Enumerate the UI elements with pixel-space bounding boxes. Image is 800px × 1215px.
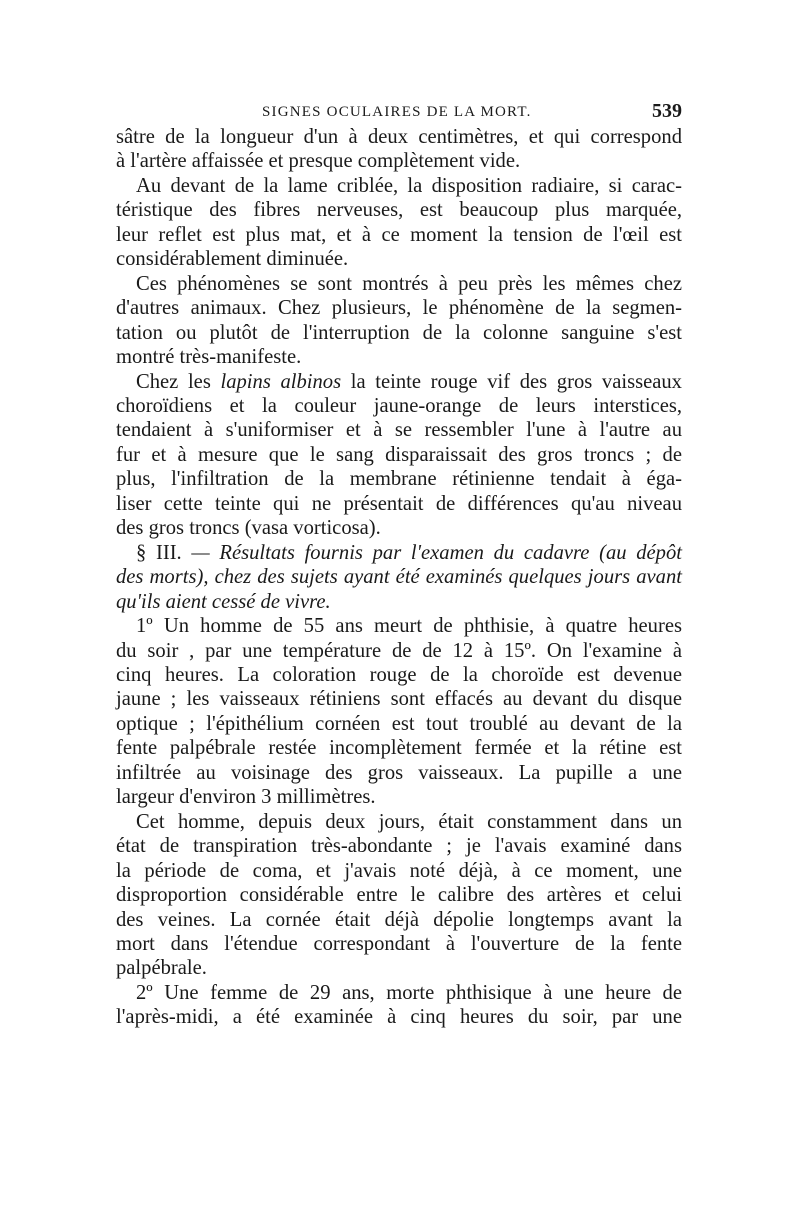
text-line: sâtre de la longueur d'un à deux centimètres, et qui correspond (116, 126, 682, 148)
text-line: optique ; l'épithélium cornéen est tout troublé au devant de la (116, 712, 682, 735)
text-line: Ces phénomènes se sont montrés à peu près les mêmes chez (136, 272, 682, 295)
paragraph (116, 272, 682, 370)
text-line: cinq heures. La coloration rouge de la choroïde est devenue (116, 663, 682, 686)
text-line: à l'artère affaissée et presque complètement vide. (116, 150, 521, 173)
text-line: fur et à mesure que le sang disparaissait des gros troncs ; de (116, 443, 682, 466)
text-line (116, 541, 682, 565)
text-line: disproportion considérable entre le calibre des artères et celui (116, 884, 682, 907)
text-line: des veines. La cornée était déjà dépolie longtemps avant la (116, 908, 682, 931)
text-line: qu'ils aient cessé de vivre. (116, 590, 331, 613)
text-line: l'après-midi, a été examinée à cinq heures du soir, par une (116, 1006, 682, 1029)
paragraph (116, 981, 682, 1030)
text-line: Chez les lapins albinos la teinte rouge vif des gros vaisseaux (136, 370, 682, 393)
text-line: leur reflet est plus mat, et à ce moment la tension de l'œil est (116, 223, 682, 246)
text-line: montré très-manifeste. (116, 346, 302, 369)
text-line: liser cette teinte qui ne présentait de différences qu'au niveau (116, 492, 682, 515)
text-line: la période de coma, et j'avais noté déjà, à ce moment, une (116, 859, 682, 882)
page-header (116, 100, 682, 126)
text-line: fente palpébrale restée incomplètement fermée et la rétine est (116, 737, 682, 760)
paragraph (116, 614, 682, 810)
text-line: 2º Une femme de 29 ans, morte phthisique à une heure de (136, 981, 682, 1004)
text-line: tation ou plutôt de l'interruption de la colonne sanguine s'est (116, 321, 682, 344)
text-line: plus, l'infiltration de la membrane rétinienne tendait à éga- (116, 468, 682, 491)
text-line: Cet homme, depuis deux jours, était constamment dans un (136, 810, 682, 833)
section-number: § III. (136, 541, 192, 564)
text-line: téristique des fibres nerveuses, est beaucoup plus marquée, (116, 199, 682, 222)
section-title-text: — Résultats fournis par l'examen du cadavre (au dépôt (191, 541, 682, 564)
text-line: mort dans l'étendue correspondant à l'ouverture de la fente (116, 932, 682, 955)
text-line: du soir , par une température de de 12 à 15º. On l'examine à (116, 639, 682, 662)
page-number: 539 (652, 100, 682, 122)
text-line: Au devant de la lame criblée, la disposition radiaire, si carac- (136, 174, 682, 197)
text-line: infiltrée au voisinage des gros vaisseaux. La pupille a une (116, 761, 682, 784)
text-line: palpébrale. (116, 957, 207, 980)
paragraph (116, 370, 682, 541)
text-line: des morts), chez des sujets ayant été examinés quelques jours avant (116, 566, 682, 589)
italic-term: lapins albinos (220, 370, 342, 393)
text-line: 1º Un homme de 55 ans meurt de phthisie, à quatre heures (136, 615, 682, 638)
paragraph (116, 125, 682, 174)
text-line: des gros troncs (vasa vorticosa). (116, 517, 381, 540)
text-line: jaune ; les vaisseaux rétiniens sont effacés au devant du disque (116, 688, 682, 711)
text-line: état de transpiration très-abondante ; je l'avais examiné dans (116, 835, 682, 858)
text-line: largeur d'environ 3 millimètres. (116, 786, 376, 809)
text-line: considérablement diminuée. (116, 248, 349, 271)
paragraph (116, 810, 682, 981)
body-text (116, 125, 682, 1030)
text-line: choroïdiens et la couleur jaune-orange de leurs interstices, (116, 394, 682, 417)
paragraph (116, 174, 682, 272)
section-heading (116, 541, 682, 614)
text-line: tendaient à s'uniformiser et à se ressembler l'une à l'autre au (116, 419, 682, 442)
running-title: SIGNES OCULAIRES DE LA MORT. (262, 104, 532, 120)
text-line: d'autres animaux. Chez plusieurs, le phénomène de la segmen- (116, 297, 682, 320)
